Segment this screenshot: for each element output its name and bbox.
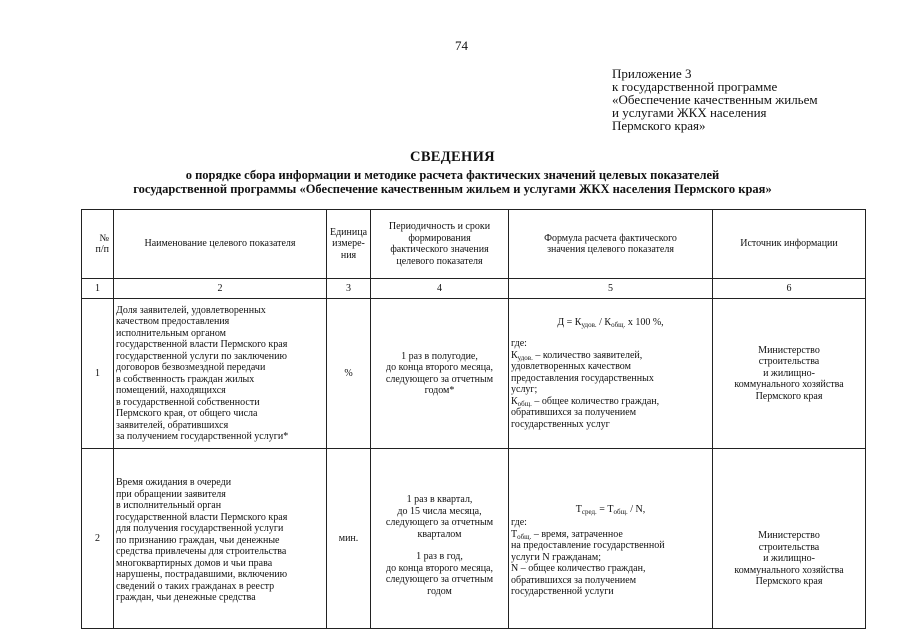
formula-part: Т [575, 503, 582, 515]
table-row [82, 299, 866, 449]
text-line: 1 раз в полугодие, [401, 350, 478, 362]
formula-part: х 100 %, [625, 316, 664, 328]
symbol: К [511, 395, 518, 407]
spacer [373, 540, 506, 551]
text-line: 1 раз в квартал, [406, 494, 473, 505]
table-row [82, 449, 866, 629]
indicators-table [81, 209, 866, 629]
formula-subscript: удов. [581, 320, 597, 329]
text-line: Министерство [758, 530, 820, 542]
text-line: 1 раз в год, [416, 551, 463, 562]
unit: % [327, 299, 371, 449]
appendix-line: Пермского края» [612, 118, 706, 133]
periodicity [371, 299, 509, 449]
symbol-subscript: общ. [517, 532, 532, 541]
text-line: коммунального хозяйства [734, 379, 844, 391]
text-line: нарушены, пострадавшими, включению [116, 569, 288, 581]
header-number [82, 210, 114, 279]
column-number: 6 [713, 279, 866, 299]
text-line: где: [511, 517, 527, 528]
column-number: 3 [327, 279, 371, 299]
text-line: где: [511, 338, 527, 350]
header-unit-line: Единица [329, 226, 368, 238]
definition-text: – количество заявителей, [532, 349, 643, 361]
unit: мин. [327, 449, 371, 629]
appendix-note [612, 67, 892, 132]
column-number: 2 [114, 279, 327, 299]
header-unit-line: измере- [332, 238, 365, 250]
text-line: граждан, чьи денежные средства [116, 592, 256, 604]
document-subtitle [0, 168, 905, 196]
formula-definition [511, 350, 710, 362]
subtitle-line: о порядке сбора информации и методике расчета фактических значений целевых показателей [185, 168, 720, 182]
column-number: 5 [509, 279, 713, 299]
indicator-name [114, 299, 327, 449]
formula-expression [511, 504, 710, 516]
formula-part: Д = К [557, 316, 582, 328]
formula-subscript: сред. [581, 507, 597, 516]
text-line: и жилищно- [763, 367, 815, 379]
text-line: в исполнительный орган [116, 500, 222, 512]
text-line: Время ожидания в очереди [116, 477, 232, 489]
header-formula-line: Формула расчета фактического [544, 232, 677, 244]
header-period-line: целевого показателя [396, 255, 483, 267]
header-period-line: фактического значения [390, 244, 489, 255]
text-line: качеством предоставления [116, 316, 230, 327]
text-line: государственной услуги по заключению [116, 350, 287, 362]
appendix-line: Приложение 3 [612, 66, 692, 81]
text-line: Доля заявителей, удовлетворенных [116, 304, 266, 316]
text-line: на предоставление государственной [511, 540, 665, 551]
header-source: Источник информации [713, 210, 866, 279]
text-line: государственной власти Пермского края [116, 339, 288, 350]
text-line: при обращении заявителя [116, 488, 226, 500]
symbol-subscript: удов. [517, 353, 533, 362]
definition-text: – время, затраченное [531, 528, 623, 540]
text-line: до конца второго месяца, [386, 562, 493, 574]
text-line: N – общее количество граждан, [511, 563, 646, 574]
text-line: сведений о таких гражданах в реестр [116, 580, 275, 592]
text-line: в государственной собственности [116, 396, 260, 408]
periodicity [371, 449, 509, 629]
text-line: Пермского края [755, 576, 823, 588]
header-number-line: № [99, 232, 109, 244]
definition-text: – общее количество граждан, [531, 395, 660, 407]
text-line: до 15 числа месяца, [397, 505, 482, 517]
text-line: услуг; [511, 384, 538, 396]
appendix-line: к государственной программе [612, 79, 778, 94]
text-line: помещений, находящихся [116, 385, 226, 396]
text-line: предоставления государственных [511, 372, 654, 384]
information-source [713, 299, 866, 449]
column-number: 1 [82, 279, 114, 299]
row-number: 1 [82, 299, 114, 449]
formula-part: / К [596, 316, 612, 328]
symbol-subscript: общ. [517, 399, 532, 408]
text-line: за получением государственной услуги* [116, 431, 289, 442]
text-line: в собственность граждан жилых [116, 373, 255, 385]
appendix-line: «Обеспечение качественным жильем [612, 92, 818, 107]
symbol: Т [511, 528, 518, 540]
symbol: К [511, 349, 518, 361]
text-line: заявителей, обратившихся [116, 419, 229, 431]
calculation-formula [509, 299, 713, 449]
formula-definition [511, 529, 710, 541]
text-line: кварталом [417, 528, 462, 540]
header-formula-line: значения целевого показателя [547, 244, 674, 255]
header-number-line: п/п [95, 244, 109, 255]
text-line: для получения государственной услуги [116, 523, 284, 535]
table-header-row [82, 210, 866, 279]
formula-subscript: общ. [611, 320, 626, 329]
text-line: Пермского края, от общего числа [116, 408, 258, 419]
text-line: строительства [758, 541, 820, 553]
text-line: исполнительным органом [116, 327, 226, 339]
subtitle-line: государственной программы «Обеспечение качественным жильем и услугами ЖКХ населения Пермского края» [133, 182, 772, 196]
text-line: Министерство [758, 344, 820, 356]
text-line: обратившихся за получением [511, 407, 637, 419]
text-line: годом [427, 585, 452, 597]
text-line: следующего за отчетным [385, 574, 494, 585]
text-line: годом* [424, 385, 455, 396]
text-line: следующего за отчетным [385, 517, 494, 528]
text-line: Пермского края [755, 390, 823, 402]
header-period-line: Периодичность и сроки [388, 221, 491, 232]
text-line: по признанию граждан, чьи денежные [116, 534, 280, 546]
indicator-name [114, 449, 327, 629]
formula-definition [511, 396, 710, 408]
appendix-line: и услугами ЖКХ населения [612, 105, 767, 120]
formula-part: / N, [627, 503, 646, 515]
text-line: государственных услуг [511, 418, 610, 430]
text-line: коммунального хозяйства [734, 564, 844, 576]
header-unit-line: ния [340, 249, 357, 261]
text-line: государственной власти Пермского края [116, 511, 288, 523]
header-period-line: формирования [408, 232, 471, 244]
text-line: договоров безвозмездной передачи [116, 362, 266, 373]
formula-subscript: общ. [613, 507, 628, 516]
text-line: услуги N гражданам; [511, 551, 601, 563]
text-line: удовлетворенных качеством [511, 361, 631, 373]
text-line: обратившихся за получением [511, 574, 637, 586]
row-number: 2 [82, 449, 114, 629]
text-line: и жилищно- [763, 553, 815, 565]
header-formula [509, 210, 713, 279]
text-line: средства привлечены для строительства [116, 546, 287, 558]
calculation-formula [509, 449, 713, 629]
formula-part: = Т [596, 503, 614, 515]
column-number: 4 [371, 279, 509, 299]
header-indicator-name: Наименование целевого показателя [114, 210, 327, 279]
text-line: следующего за отчетным [385, 373, 494, 385]
text-line: государственной услуги [511, 586, 614, 597]
column-number-row [82, 279, 866, 299]
text-line: строительства [758, 356, 820, 368]
formula-expression [511, 317, 710, 329]
document-title: СВЕДЕНИЯ [410, 149, 495, 165]
text-line: многоквартирных домов и чьи права [116, 557, 273, 569]
header-unit [327, 210, 371, 279]
page-number: 74 [455, 38, 468, 53]
text-line: до конца второго месяца, [386, 362, 493, 373]
information-source [713, 449, 866, 629]
header-periodicity [371, 210, 509, 279]
